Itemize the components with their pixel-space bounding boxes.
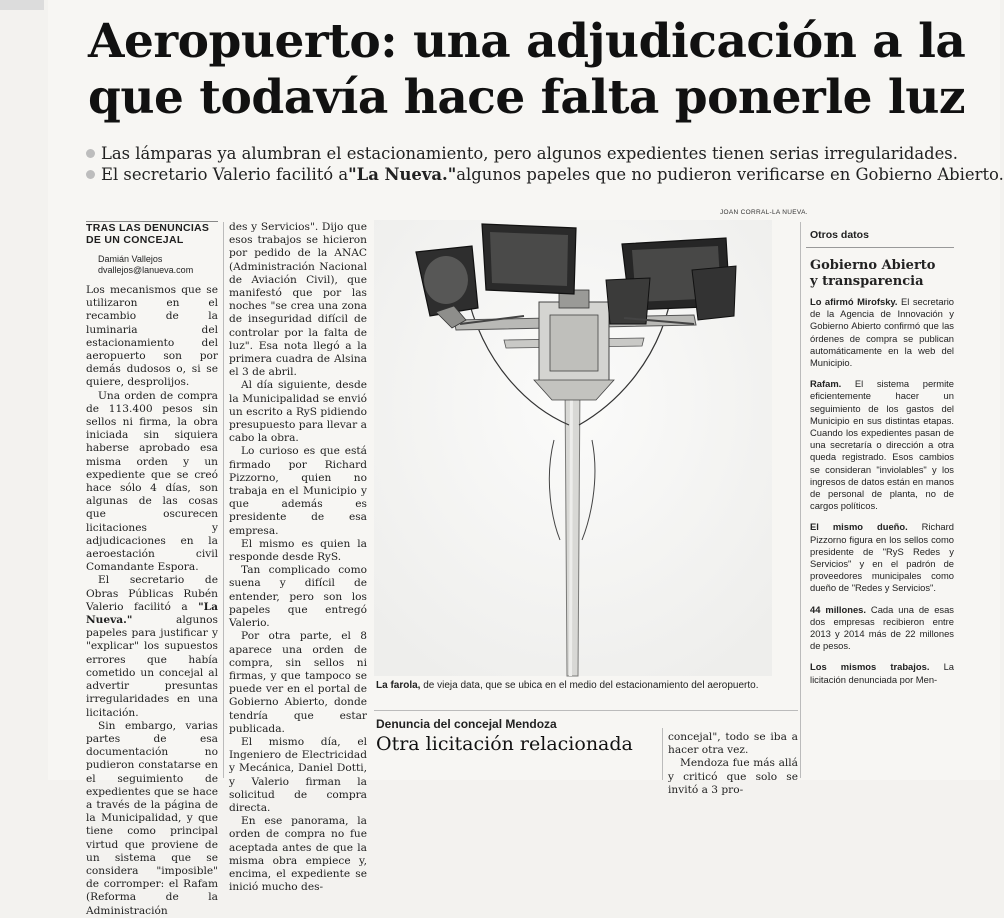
headline-line-1: Aeropuerto: una adjudicación a la bbox=[88, 14, 966, 69]
article-kicker: TRAS LAS DENUNCIAS DE UN CONCEJAL bbox=[86, 222, 210, 246]
secondary-column bbox=[668, 731, 798, 797]
sidebar-header: Otros datos bbox=[806, 224, 954, 248]
bullet-icon bbox=[86, 170, 95, 179]
subhead-2: El secretario Valerio facilitó a "La Nueva." algunos papeles que no pudieron verificarse en Gobierno Abierto. bbox=[86, 164, 986, 185]
corner-tab bbox=[0, 0, 44, 10]
article-column-1 bbox=[86, 222, 218, 918]
subheads bbox=[86, 143, 1004, 185]
column-divider bbox=[662, 728, 663, 780]
paragraph: Lo curioso es que está firmado por Richard Pizzorno, quien no trabaja en el Municipio y que además es presidente de esa empresa. bbox=[229, 445, 367, 537]
paragraph: Una orden de compra de 113.400 pesos sin sellos ni firma, la obra iniciada sin siquiera haberse aprobado esa misma orden y un expediente que se creó hace sólo 4 días, son algunas de las cosas que oscurecen licitaciones y adjudicaciones en la aeroestación civil Comandante Espora. bbox=[86, 389, 218, 574]
lamp-head bbox=[692, 266, 736, 320]
byline bbox=[98, 254, 218, 276]
photo-credit: JOAN CORRAL-LA NUEVA. bbox=[720, 209, 808, 216]
column-divider bbox=[223, 222, 224, 778]
author: Damián Vallejos bbox=[98, 254, 163, 264]
paragraph: Tan complicado como suena y difícil de entender, pero son los papeles que entregó Valerio. bbox=[229, 564, 367, 630]
sidebar-item: El mismo dueño. Richard Pizzorno figura en los sellos como presidente de "RyS Redes y Servicios" y en el padrón de proveedores municipales como dueño de "Redes y Servicios". bbox=[810, 521, 954, 594]
article-column-2 bbox=[229, 221, 367, 894]
paragraph: El secretario de Obras Públicas Rubén Valerio facilitó a "La Nueva." algunos papeles para justificar y "explicar" los supuestos errores que había cometido un concejal al advertir presuntas irregularidades en una licitación. bbox=[86, 574, 218, 719]
column-divider bbox=[800, 222, 801, 778]
lamp-head bbox=[606, 278, 650, 324]
sidebar-otros-datos bbox=[806, 224, 954, 695]
secondary-title: Otra licitación relacionada bbox=[376, 733, 633, 755]
streetlight-illustration bbox=[374, 220, 772, 676]
photo-streetlight bbox=[374, 220, 772, 676]
headline-line-2: que todavía hace falta ponerle luz bbox=[88, 70, 966, 125]
photo-caption: La farola, de vieja data, que se ubica en el medio del estacionamiento del aeropuerto. bbox=[376, 680, 759, 691]
paragraph: El mismo día, el Ingeniero de Electricidad y Mecánica, Daniel Dotti, y Valerio firman la solicitud de compra directa. bbox=[229, 735, 367, 814]
paragraph: Por otra parte, el 8 aparece una orden de compra, sin sellos ni firmas, y que tampoco se puede ver en el portal de Gobierno Abierto, donde tendría que estar publicada. bbox=[229, 630, 367, 735]
paragraph: Los mecanismos que se utilizaron en el recambio de la luminaria del estacionamiento del aeropuerto son por demás dudosos o, si se quiere, desprolijos. bbox=[86, 284, 218, 389]
lamp-head bbox=[482, 224, 576, 294]
paragraph: des y Servicios". Dijo que esos trabajos se hicieron por pedido de la ANAC (Administración Nacional de Aviación Civil), que manifestó que por las noches "se crea una zona de inseguridad difícil de controlar por la falta de luz". Esa nota llegó a la primera cuadra de Alsina el 3 de abril. bbox=[229, 221, 367, 379]
paragraph: El mismo es quien la responde desde RyS. bbox=[229, 537, 367, 564]
divider bbox=[374, 710, 798, 711]
sidebar-item: 44 millones. Cada una de esas dos empresas recibieron entre 2013 y 2014 más de 22 millones de pesos. bbox=[810, 603, 954, 652]
subhead-1: Las lámparas ya alumbran el estacionamiento, pero algunos expedientes tienen serias irregularidades. bbox=[86, 143, 986, 164]
author-email: dvallejos@lanueva.com bbox=[98, 265, 194, 275]
paragraph: Sin embargo, varias partes de esa documentación no pudieron constatarse en el seguimiento de expedientes que se hace a través de la página de la Municipalidad, y que tiene como principal virtud que proviene de un sistema que se considera "imposible" de corromper: el Rafam (Reforma de la Administración bbox=[86, 719, 218, 917]
paragraph: Mendoza fue más allá y criticó que solo se invitó a 3 pro- bbox=[668, 757, 798, 796]
sidebar-item: Los mismos trabajos. La licitación denunciada por Men- bbox=[810, 661, 954, 685]
paragraph: En ese panorama, la orden de compra no fue aceptada antes de que la misma obra empiece y, encima, el expediente se inició mucho des- bbox=[229, 815, 367, 894]
bullet-icon bbox=[86, 149, 95, 158]
sidebar-item: Rafam. El sistema permite eficientemente hacer un seguimiento de los gastos del Municipio en sus distintas etapas. Cuando los expedientes pasan de una secretaría o dirección a otra queda registrado. Esos cambios se consideran "inviolables" y los ingresos de datos están en manos de personal de planta, no de cargos políticos. bbox=[810, 378, 954, 512]
secondary-kicker: Denuncia del concejal Mendoza bbox=[376, 717, 557, 731]
sidebar-item: Lo afirmó Mirofsky. El secretario de la Agencia de Innovación y Gobierno Abierto confirmó que las órdenes de compra se publican automáticamente en la web del Municipio. bbox=[810, 296, 954, 369]
headline bbox=[88, 14, 968, 126]
paragraph: concejal", todo se iba a hacer otra vez. bbox=[668, 731, 798, 757]
paragraph: Al día siguiente, desde la Municipalidad se envió un escrito a RyS pidiendo presupuesto para llevar a cabo la obra. bbox=[229, 379, 367, 445]
sidebar-title: Gobierno Abierto y transparencia bbox=[810, 258, 936, 289]
